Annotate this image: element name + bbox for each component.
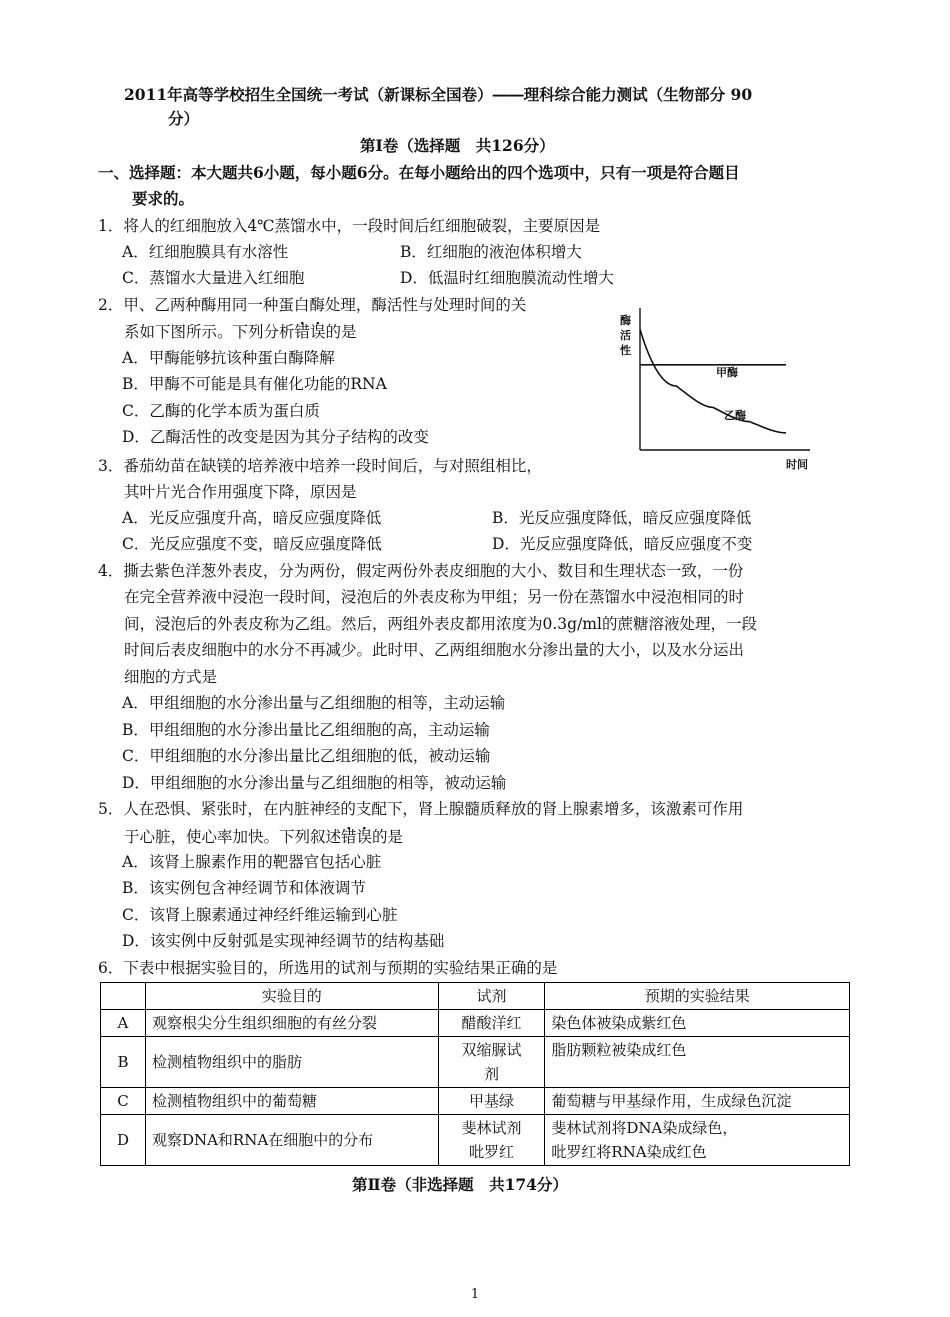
table-row — [101, 1088, 850, 1115]
table-row — [101, 1037, 850, 1088]
row-label: C — [101, 1088, 146, 1115]
y-axis-label-3: 性 — [620, 344, 631, 357]
q2-option-d: D．乙酶活性的改变是因为其分子结构的改变 — [122, 428, 429, 446]
q1-option-c: C．蒸馏水大量进入红细胞 — [122, 269, 305, 287]
q1-stem: 1．将人的红细胞放入4℃蒸馏水中，一段时间后红细胞破裂，主要原因是 — [98, 217, 601, 235]
reagent-cell: 双缩脲试 剂 — [438, 1037, 545, 1088]
q3-option-c: C．光反应强度不变，暗反应强度降低 — [122, 535, 382, 553]
section-1-instructions-line2: 要求的。 — [132, 189, 195, 208]
q1-option-b: B．红细胞的液泡体积增大 — [400, 243, 582, 261]
q3-option-b: B．光反应强度降低，暗反应强度降低 — [492, 509, 752, 527]
q2-stem-line2: 系如下图所示。下列分析错误的是 — [124, 323, 357, 341]
q2-stem-line1: 2．甲、乙两种酶用同一种蛋白酶处理，酶活性与处理时间的关 — [98, 296, 527, 314]
emphasis-char: 错 — [341, 828, 357, 846]
reagent-cell: 斐林试剂 吡罗红 — [438, 1115, 545, 1166]
section-1-instructions-line1: 一、选择题：本大题共6小题，每小题6分。在每小题给出的四个选项中，只有一项是符合题目 — [98, 163, 740, 182]
q4-option-d: D．甲组细胞的水分渗出量与乙组细胞的相等，被动运输 — [122, 774, 507, 792]
row-label: A — [101, 1010, 146, 1037]
header-cell: 预期的实验结果 — [545, 983, 850, 1010]
q2-option-a: A．甲酶能够抗该种蛋白酶降解 — [122, 349, 335, 367]
series-label-yi: 乙酶 — [724, 409, 746, 422]
q5-stem-line1: 5．人在恐惧、紧张时，在内脏神经的支配下，肾上腺髓质释放的肾上腺素增多，该激素可作用 — [98, 800, 744, 818]
volume-2-heading: 第Ⅱ卷（非选择题 共174分） — [352, 1175, 568, 1194]
purpose-cell: 检测植物组织中的葡萄糖 — [145, 1088, 438, 1115]
experiment-table — [100, 982, 850, 1166]
series-label-jia: 甲酶 — [716, 366, 738, 379]
q3-option-a: A．光反应强度升高，暗反应强度降低 — [122, 509, 382, 527]
table-row — [101, 1115, 850, 1166]
exam-title-line2: 分） — [168, 109, 200, 128]
purpose-cell: 观察DNA和RNA在细胞中的分布 — [145, 1115, 438, 1166]
table-row — [101, 1010, 850, 1037]
reagent-cell: 甲基绿 — [438, 1088, 545, 1115]
header-cell: 试剂 — [438, 983, 545, 1010]
result-cell: 斐林试剂将DNA染成绿色， 吡罗红将RNA染成红色 — [545, 1115, 850, 1166]
reagent-cell: 醋酸洋红 — [438, 1010, 545, 1037]
result-cell: 脂肪颗粒被染成红色 — [545, 1037, 850, 1088]
q3-stem-line1: 3．番茄幼苗在缺镁的培养液中培养一段时间后，与对照组相比， — [98, 457, 542, 475]
row-label: B — [101, 1037, 146, 1088]
row-label: D — [101, 1115, 146, 1166]
q5-option-a: A．该肾上腺素作用的靶器官包括心脏 — [122, 853, 382, 871]
result-cell: 染色体被染成紫红色 — [545, 1010, 850, 1037]
q3-option-d: D．光反应强度降低，暗反应强度不变 — [492, 535, 753, 553]
q2-option-b: B．甲酶不可能是具有催化功能的RNA — [122, 375, 387, 393]
purpose-cell: 检测植物组织中的脂肪 — [145, 1037, 438, 1088]
emphasis-char: 误 — [310, 323, 326, 341]
y-axis-label-1: 酶 — [620, 314, 631, 327]
q5-stem-line2: 于心脏，使心率加快。下列叙述错误的是 — [124, 828, 404, 846]
q6-stem: 6．下表中根据实验目的，所选用的试剂与预期的实验结果正确的是 — [98, 959, 558, 977]
page-number: 1 — [470, 1287, 480, 1302]
q1-option-a: A．红细胞膜具有水溶性 — [122, 243, 289, 261]
series-line-yi — [640, 329, 786, 433]
q4-option-c: C．甲组细胞的水分渗出量比乙组细胞的低，被动运输 — [122, 747, 491, 765]
q4-option-b: B．甲组细胞的水分渗出量比乙组细胞的高，主动运输 — [122, 721, 490, 739]
q3-stem-line2: 其叶片光合作用强度下降，原因是 — [124, 483, 357, 501]
q5-option-d: D．该实例中反射弧是实现神经调节的结构基础 — [122, 932, 445, 950]
q4-stem-line3: 间，浸泡后的外表皮称为乙组。然后，两组外表皮都用浓度为0.3g/ml的蔗糖溶液处理，一段 — [124, 615, 757, 633]
volume-1-heading: 第Ⅰ卷（选择题 共126分） — [360, 136, 555, 155]
exam-title-line1: 2011年高等学校招生全国统一考试（新课标全国卷）――理科综合能力测试（生物部分 90 — [124, 85, 753, 104]
result-cell: 葡萄糖与甲基绿作用，生成绿色沉淀 — [545, 1088, 850, 1115]
x-axis-label: 时间 — [786, 458, 808, 471]
enzyme-activity-chart — [614, 298, 826, 473]
emphasis-char: 错 — [294, 323, 311, 341]
q5-option-b: B．该实例包含神经调节和体液调节 — [122, 879, 366, 897]
header-cell: 实验目的 — [145, 983, 438, 1010]
y-axis-label-2: 活 — [620, 329, 631, 342]
q5-option-c: C．该肾上腺素通过神经纤维运输到心脏 — [122, 906, 398, 924]
purpose-cell: 观察根尖分生组织细胞的有丝分裂 — [145, 1010, 438, 1037]
q4-stem-line1: 4．撕去紫色洋葱外表皮，分为两份，假定两份外表皮细胞的大小、数目和生理状态一致，一份 — [98, 562, 744, 580]
header-cell — [101, 983, 146, 1010]
q4-option-a: A．甲组细胞的水分渗出量与乙组细胞的相等，主动运输 — [122, 694, 506, 712]
table-header-row — [101, 983, 850, 1010]
q1-option-d: D．低温时红细胞膜流动性增大 — [400, 269, 614, 287]
q4-stem-line2: 在完全营养液中浸泡一段时间，浸泡后的外表皮称为甲组；另一份在蒸馏水中浸泡相同的时 — [124, 588, 745, 606]
q4-stem-line4: 时间后表皮细胞中的水分不再减少。此时甲、乙两组细胞水分渗出量的大小，以及水分运出 — [124, 641, 745, 659]
emphasis-char: 误 — [356, 828, 373, 846]
q2-option-c: C．乙酶的化学本质为蛋白质 — [122, 402, 320, 420]
q4-stem-line5: 细胞的方式是 — [124, 668, 218, 686]
